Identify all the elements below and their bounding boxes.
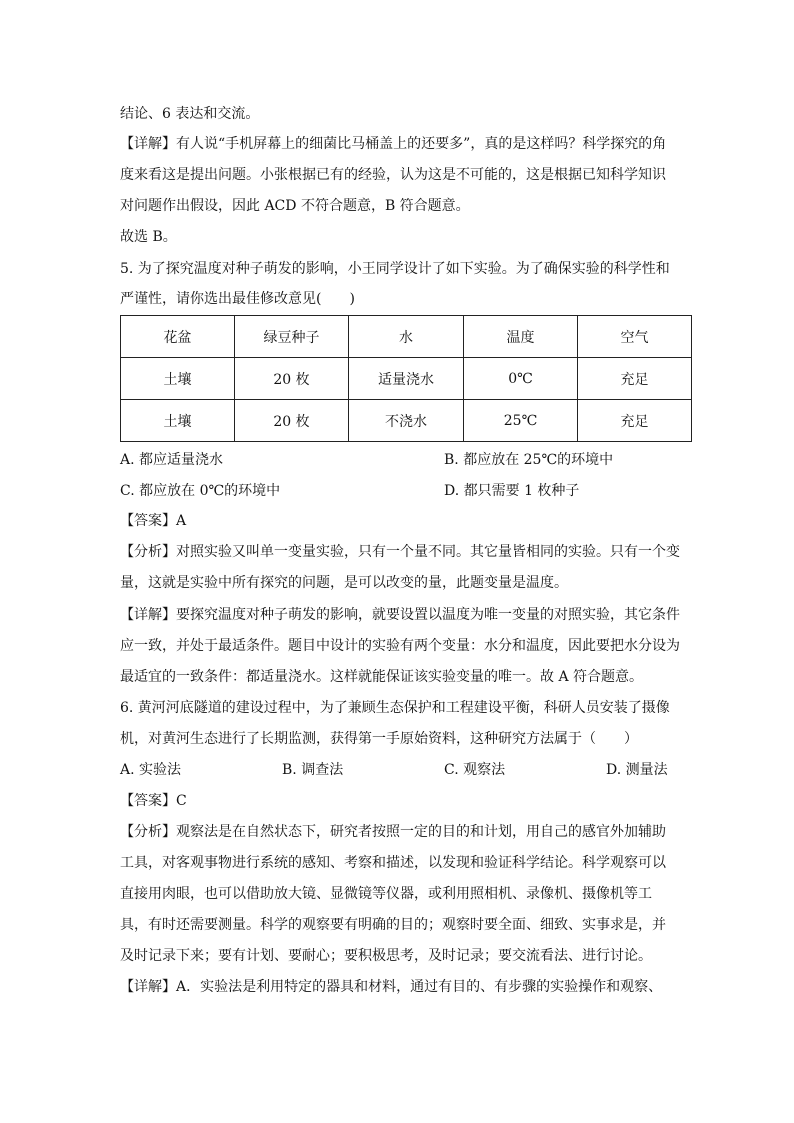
- question-5-stem: 5. 为了探究温度对种子萌发的影响，小王同学设计了如下实验。为了确保实验的科学性和: [120, 261, 670, 277]
- table-cell: 充足: [578, 400, 692, 442]
- text-line: 故选 B。: [120, 229, 177, 245]
- table-header-cell: 空气: [578, 316, 692, 358]
- q6-analysis-line: 工具，对客观事物进行系统的感知、考察和描述，以发现和验证科学结论。科学观察可以: [120, 855, 666, 871]
- q6-analysis-line: 具，有时还需要测量。科学的观察要有明确的目的；观察时要全面、细致、实事求是，并: [120, 917, 666, 933]
- question-6-stem: 机，对黄河生态进行了长期监测，获得第一手原始资料，这种研究方法属于（ ）: [120, 731, 638, 747]
- q6-analysis-line: 【分析】观察法是在自然状态下，研究者按照一定的目的和计划，用自己的感官外加辅助: [120, 824, 666, 840]
- table-cell: 适量浇水: [349, 358, 464, 400]
- q5-option-d: D. 都只需要 1 枚种子: [444, 483, 580, 499]
- q5-analysis-line: 【分析】对照实验又叫单一变量实验，只有一个量不同。其它量皆相同的实验。只有一个变: [120, 544, 680, 560]
- table-row: [121, 358, 692, 400]
- table-header-cell: 绿豆种子: [235, 316, 349, 358]
- table-cell: 25℃: [464, 400, 578, 442]
- table-cell: 充足: [578, 358, 692, 400]
- q5-analysis-line: 量，这就是实验中所有探究的问题，是可以改变的量，此题变量是温度。: [120, 575, 568, 591]
- text-line: 【详解】有人说“手机屏幕上的细菌比马桶盖上的还要多”，真的是这样吗？科学探究的角: [120, 136, 667, 152]
- question-6-stem: 6. 黄河河底隧道的建设过程中，为了兼顾生态保护和工程建设平衡，科研人员安装了摄像: [120, 700, 670, 716]
- q5-detail-line: 应一致，并处于最适条件。题目中设计的实验有两个变量：水分和温度，因此要把水分设为: [120, 638, 680, 654]
- q6-option-c: C. 观察法: [444, 762, 506, 778]
- q5-detail-line: 【详解】要探究温度对种子萌发的影响，就要设置以温度为唯一变量的对照实验，其它条件: [120, 607, 680, 623]
- experiment-table: [120, 315, 692, 442]
- table-header-cell: 花盆: [121, 316, 235, 358]
- q6-analysis-line: 直接用肉眼，也可以借助放大镜、显微镜等仪器，或利用照相机、录像机、摄像机等工: [120, 886, 652, 902]
- table-cell: 土壤: [121, 400, 235, 442]
- q5-option-a: A. 都应适量浇水: [120, 452, 224, 468]
- q5-answer: 【答案】A: [120, 513, 187, 529]
- table-header-cell: 水: [349, 316, 464, 358]
- q6-option-a: A. 实验法: [120, 762, 182, 778]
- table-header-row: [121, 316, 692, 358]
- q6-answer: 【答案】C: [120, 793, 187, 809]
- table-cell: 不浇水: [349, 400, 464, 442]
- table-cell: 0℃: [464, 358, 578, 400]
- text-line: 对问题作出假设，因此 ACD 不符合题意，B 符合题意。: [120, 198, 470, 214]
- q6-detail-line: 【详解】A．实验法是利用特定的器具和材料，通过有目的、有步骤的实验操作和观察、: [120, 979, 663, 995]
- q6-option-d: D. 测量法: [606, 762, 668, 778]
- table-cell: 土壤: [121, 358, 235, 400]
- text-line: 结论、6 表达和交流。: [120, 106, 260, 122]
- table-cell: 20 枚: [235, 358, 349, 400]
- table-cell: 20 枚: [235, 400, 349, 442]
- q5-option-c: C. 都应放在 0℃的环境中: [120, 483, 281, 499]
- table-row: [121, 400, 692, 442]
- question-5-stem: 严谨性，请你选出最佳修改意见( ): [120, 291, 355, 307]
- q6-option-b: B. 调查法: [282, 762, 344, 778]
- q5-detail-line: 最适宜的一致条件：都适量浇水。这样就能保证该实验变量的唯一。故 A 符合题意。: [120, 669, 644, 685]
- q6-analysis-line: 及时记录下来；要有计划、要耐心；要积极思考，及时记录；要交流看法、进行讨论。: [120, 948, 652, 964]
- table-header-cell: 温度: [464, 316, 578, 358]
- text-line: 度来看这是提出问题。小张根据已有的经验，认为这是不可能的，这是根据已知科学知识: [120, 167, 666, 183]
- q5-option-b: B. 都应放在 25℃的环境中: [444, 452, 614, 468]
